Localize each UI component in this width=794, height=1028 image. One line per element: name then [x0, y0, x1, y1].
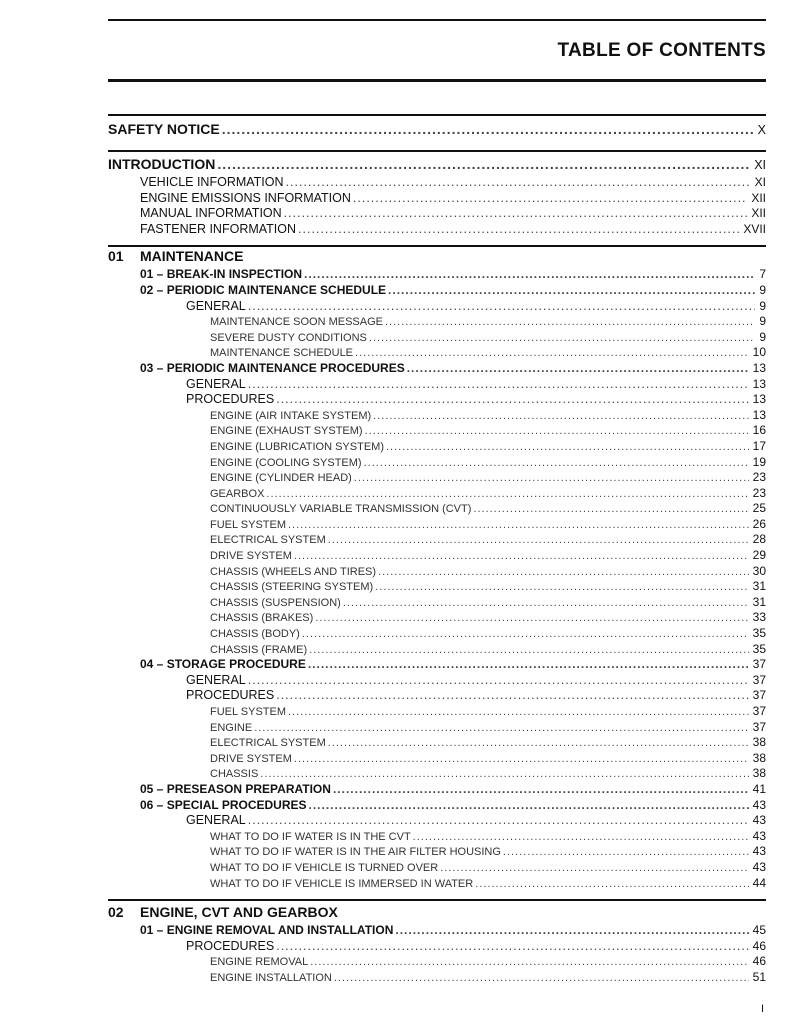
- toc-entry-label: 01 – BREAK-IN INSPECTION: [140, 267, 303, 282]
- dot-leader: [308, 657, 749, 671]
- toc-entry[interactable]: [108, 673, 766, 689]
- toc-entry-page: 19: [752, 454, 766, 469]
- dot-leader: [266, 488, 748, 500]
- toc-entry[interactable]: [108, 735, 766, 751]
- dot-leader: [284, 206, 748, 220]
- toc-entry[interactable]: [108, 766, 766, 782]
- toc-entry-label: ELECTRICAL SYSTEM: [210, 534, 326, 547]
- toc-entry-page: 43: [752, 828, 766, 843]
- page-title: TABLE OF CONTENTS: [557, 40, 766, 61]
- toc-entry[interactable]: [108, 191, 766, 207]
- dot-leader: [365, 425, 749, 437]
- toc-entry[interactable]: [108, 720, 766, 736]
- toc-entry-page: 37: [752, 688, 766, 703]
- toc-entry[interactable]: [108, 408, 766, 424]
- toc-entry-page: 43: [752, 797, 766, 812]
- toc-entry-label: INTRODUCTION: [108, 156, 216, 172]
- dot-leader: [315, 612, 748, 624]
- dot-leader: [288, 519, 749, 531]
- toc-entry[interactable]: [108, 361, 766, 377]
- toc-entry[interactable]: [108, 610, 766, 626]
- dot-leader: [294, 550, 749, 562]
- dot-leader: [286, 175, 751, 189]
- dot-leader: [222, 121, 754, 137]
- toc-entry-label: ENGINE: [210, 721, 253, 734]
- toc-entry-label: ELECTRICAL SYSTEM: [210, 737, 326, 750]
- dot-leader: [353, 191, 747, 205]
- toc-entry-label: ENGINE (AIR INTAKE SYSTEM): [210, 409, 372, 422]
- dot-leader: [276, 939, 748, 953]
- toc-entry-page: 7: [759, 267, 766, 282]
- dot-leader: [217, 156, 750, 172]
- toc-entry[interactable]: [108, 688, 766, 704]
- dot-leader: [276, 392, 748, 406]
- toc-entry[interactable]: [108, 548, 766, 564]
- toc-entry-label: ENGINE EMISSIONS INFORMATION: [140, 190, 351, 205]
- toc-entry-page: 38: [752, 766, 766, 781]
- toc-entry[interactable]: [108, 314, 766, 330]
- toc-entry-label: GENERAL: [186, 298, 246, 313]
- dot-leader: [386, 441, 749, 453]
- toc-entry-label: ENGINE INSTALLATION: [210, 971, 332, 984]
- chapter-heading-maintenance[interactable]: [108, 248, 766, 267]
- chapter-heading-engine[interactable]: [108, 904, 766, 923]
- toc-entry[interactable]: [108, 860, 766, 876]
- toc-entry-label: PROCEDURES: [186, 392, 275, 407]
- toc-entry[interactable]: [108, 517, 766, 533]
- toc-entry-page: 37: [752, 704, 766, 718]
- dot-leader: [334, 972, 749, 984]
- dot-leader: [375, 581, 748, 593]
- toc-entry-label: CHASSIS (WHEELS AND TIRES): [210, 565, 377, 578]
- toc-entry[interactable]: [108, 330, 766, 346]
- toc-entry-label: 05 – PRESEASON PREPARATION: [140, 781, 331, 796]
- dot-leader: [378, 566, 749, 578]
- toc-entry[interactable]: [108, 423, 766, 439]
- toc-entry[interactable]: [108, 175, 766, 191]
- toc-entry[interactable]: [108, 657, 766, 673]
- toc-entry[interactable]: [108, 267, 766, 283]
- toc-entry[interactable]: [108, 939, 766, 955]
- toc-entry-label: ENGINE (COOLING SYSTEM): [210, 456, 362, 469]
- toc-entry[interactable]: [108, 876, 766, 892]
- toc-entry-label: CHASSIS: [210, 768, 259, 781]
- toc-entry[interactable]: [108, 844, 766, 860]
- dot-leader: [298, 222, 739, 236]
- toc-entry-page: 28: [752, 532, 766, 547]
- title-rule: [108, 79, 766, 82]
- toc-entry-label: CONTINUOUSLY VARIABLE TRANSMISSION (CVT): [210, 503, 472, 516]
- dot-leader: [310, 956, 748, 968]
- toc-entry[interactable]: [108, 751, 766, 767]
- toc-entry[interactable]: [108, 392, 766, 408]
- toc-entry-label: ENGINE REMOVAL: [210, 956, 309, 969]
- toc-entry-page: 9: [759, 282, 766, 297]
- dot-leader: [355, 347, 749, 359]
- chapter-title: MAINTENANCE: [140, 248, 244, 265]
- toc-entry-page: 37: [752, 719, 766, 734]
- dot-leader: [388, 283, 755, 297]
- toc-entry-label: 02 – PERIODIC MAINTENANCE SCHEDULE: [140, 282, 387, 297]
- toc-entry-label: FUEL SYSTEM: [210, 518, 286, 531]
- toc-entry-page: 31: [752, 579, 766, 594]
- toc-entry-label: ENGINE (CYLINDER HEAD): [210, 472, 352, 485]
- toc-entry-label: MAINTENANCE SCHEDULE: [210, 347, 354, 360]
- dot-leader: [248, 673, 749, 687]
- toc-entry[interactable]: [108, 470, 766, 486]
- dot-leader: [473, 503, 748, 515]
- dot-leader: [440, 862, 748, 874]
- toc-entry-page: 30: [752, 563, 766, 578]
- toc-list: [108, 114, 766, 986]
- toc-entry-label: GEARBOX: [210, 487, 265, 500]
- toc-entry-page: 33: [752, 610, 766, 625]
- toc-entry[interactable]: [108, 782, 766, 798]
- toc-entry-page: 41: [752, 781, 766, 796]
- dot-leader: [413, 831, 749, 843]
- toc-entry[interactable]: [108, 704, 766, 720]
- dot-leader: [354, 472, 749, 484]
- toc-entry[interactable]: [108, 954, 766, 970]
- toc-entry[interactable]: [108, 345, 766, 361]
- toc-entry-page: 35: [752, 641, 766, 656]
- dot-leader: [294, 753, 749, 765]
- toc-entry-page: 26: [752, 516, 766, 531]
- dot-leader: [254, 722, 748, 734]
- toc-entry-page: XI: [754, 158, 766, 172]
- toc-entry[interactable]: [108, 564, 766, 580]
- toc-entry-page: 31: [752, 594, 766, 609]
- toc-entry[interactable]: [108, 642, 766, 658]
- dot-leader: [475, 878, 748, 890]
- toc-entry-label: MANUAL INFORMATION: [140, 206, 282, 221]
- toc-entry-page: 9: [759, 329, 766, 344]
- toc-entry-label: DRIVE SYSTEM: [210, 752, 292, 765]
- dot-leader: [260, 768, 748, 780]
- toc-entry-page: 16: [752, 423, 766, 438]
- toc-entry-safety-notice[interactable]: [108, 121, 766, 140]
- toc-entry-introduction[interactable]: [108, 156, 766, 175]
- toc-entry-page: XVII: [743, 221, 766, 236]
- toc-entry-label: 03 – PERIODIC MAINTENANCE PROCEDURES: [140, 360, 405, 375]
- toc-entry-label: DRIVE SYSTEM: [210, 550, 292, 563]
- toc-entry-page: 9: [759, 298, 766, 313]
- toc-entry-page: 25: [752, 501, 766, 516]
- toc-entry-page: 44: [752, 875, 766, 890]
- toc-entry-label: VEHICLE INFORMATION: [140, 175, 284, 189]
- toc-entry-page: 13: [752, 376, 766, 391]
- toc-entry-page: 43: [752, 844, 766, 859]
- toc-entry-page: 38: [752, 735, 766, 750]
- toc-entry[interactable]: [108, 923, 766, 939]
- toc-entry-label: PROCEDURES: [186, 938, 275, 953]
- toc-entry-label: CHASSIS (STEERING SYSTEM): [210, 581, 374, 594]
- toc-entry-page: 13: [752, 360, 766, 375]
- toc-entry[interactable]: [108, 829, 766, 845]
- toc-entry-page: 23: [752, 485, 766, 500]
- toc-entry-page: 45: [752, 923, 766, 938]
- toc-entry-page: 29: [752, 548, 766, 563]
- toc-entry[interactable]: [108, 595, 766, 611]
- dot-leader: [248, 813, 749, 827]
- toc-entry-page: X: [757, 123, 766, 137]
- toc-entry-label: CHASSIS (SUSPENSION): [210, 596, 341, 609]
- toc-entry[interactable]: [108, 377, 766, 393]
- toc-entry-page: 9: [759, 314, 766, 329]
- toc-entry-label: 06 – SPECIAL PROCEDURES: [140, 797, 307, 812]
- toc-entry[interactable]: [108, 486, 766, 502]
- toc-entry[interactable]: [108, 283, 766, 299]
- toc-entry-page: 46: [752, 954, 766, 969]
- toc-entry[interactable]: [108, 299, 766, 315]
- toc-entry-label: 01 – ENGINE REMOVAL AND INSTALLATION: [140, 923, 394, 938]
- toc-entry-label: WHAT TO DO IF VEHICLE IS IMMERSED IN WATER: [210, 877, 474, 890]
- toc-entry-page: XII: [751, 206, 766, 221]
- toc-entry-page: 43: [752, 813, 766, 828]
- toc-entry-label: MAINTENANCE SOON MESSAGE: [210, 316, 383, 329]
- dot-leader: [369, 332, 755, 344]
- dot-leader: [364, 457, 749, 469]
- toc-entry-label: WHAT TO DO IF WATER IS IN THE CVT: [210, 830, 411, 843]
- dot-leader: [395, 923, 748, 937]
- toc-entry-page: 37: [752, 657, 766, 672]
- toc-entry[interactable]: [108, 532, 766, 548]
- dot-leader: [288, 706, 749, 718]
- dot-leader: [343, 597, 749, 609]
- section-divider: [108, 150, 766, 152]
- toc-entry[interactable]: [108, 579, 766, 595]
- toc-entry-label: SAFETY NOTICE: [108, 121, 220, 137]
- page-folio: I: [760, 1003, 764, 1015]
- toc-entry-page: 51: [752, 969, 766, 984]
- dot-leader: [248, 299, 756, 313]
- toc-entry-page: XI: [754, 175, 766, 189]
- dot-leader: [248, 377, 749, 391]
- toc-entry[interactable]: [108, 455, 766, 471]
- toc-entry-page: 35: [752, 626, 766, 641]
- chapter-title: ENGINE, CVT AND GEARBOX: [140, 904, 338, 921]
- toc-entry-page: 46: [752, 938, 766, 953]
- toc-entry[interactable]: [108, 439, 766, 455]
- toc-entry-page: 13: [752, 407, 766, 422]
- toc-entry-page: 13: [752, 392, 766, 407]
- toc-entry-page: 38: [752, 750, 766, 765]
- dot-leader: [328, 534, 749, 546]
- toc-entry[interactable]: [108, 798, 766, 814]
- dot-leader: [304, 267, 755, 281]
- toc-entry-label: ENGINE (EXHAUST SYSTEM): [210, 425, 363, 438]
- dot-leader: [503, 846, 749, 858]
- dot-leader: [302, 628, 749, 640]
- dot-leader: [276, 688, 748, 702]
- dot-leader: [328, 737, 749, 749]
- toc-entry-label: WHAT TO DO IF WATER IS IN THE AIR FILTER HOUSING: [210, 846, 501, 859]
- chapter-number: 01: [108, 248, 124, 265]
- toc-entry-label: SEVERE DUSTY CONDITIONS: [210, 331, 367, 344]
- dot-leader: [373, 410, 748, 422]
- toc-entry-label: CHASSIS (BRAKES): [210, 612, 314, 625]
- toc-entry-page: 10: [752, 345, 766, 360]
- chapter-number: 02: [108, 904, 124, 921]
- section-divider: [108, 245, 766, 247]
- toc-entry[interactable]: [108, 206, 766, 222]
- toc-entry-label: 04 – STORAGE PROCEDURE: [140, 657, 306, 672]
- dot-leader: [333, 782, 749, 796]
- toc-entry-label: ENGINE (LUBRICATION SYSTEM): [210, 440, 384, 453]
- dot-leader: [309, 798, 749, 812]
- dot-leader: [407, 361, 749, 375]
- toc-entry[interactable]: [108, 222, 766, 238]
- toc-entry-page: 37: [752, 672, 766, 687]
- toc-entry[interactable]: [108, 813, 766, 829]
- toc-entry-label: GENERAL: [186, 672, 246, 687]
- dot-leader: [385, 316, 755, 328]
- toc-entry-page: XII: [751, 190, 766, 205]
- toc-entry-label: GENERAL: [186, 813, 246, 828]
- toc-entry[interactable]: [108, 501, 766, 517]
- toc-entry-label: WHAT TO DO IF VEHICLE IS TURNED OVER: [210, 861, 439, 874]
- toc-entry-label: GENERAL: [186, 376, 246, 391]
- toc-entry-label: FASTENER INFORMATION: [140, 221, 297, 236]
- toc-entry-label: CHASSIS (FRAME): [210, 643, 308, 656]
- toc-entry-page: 43: [752, 859, 766, 874]
- toc-entry[interactable]: [108, 626, 766, 642]
- dot-leader: [309, 644, 748, 656]
- toc-entry[interactable]: [108, 970, 766, 986]
- toc-entry-label: FUEL SYSTEM: [210, 706, 286, 718]
- section-divider: [108, 899, 766, 901]
- toc-entry-label: CHASSIS (BODY): [210, 628, 300, 641]
- toc-entry-label: PROCEDURES: [186, 688, 275, 703]
- top-rule: [108, 19, 766, 21]
- toc-entry-page: 17: [752, 438, 766, 453]
- section-divider: [108, 114, 766, 116]
- toc-entry-page: 23: [752, 470, 766, 485]
